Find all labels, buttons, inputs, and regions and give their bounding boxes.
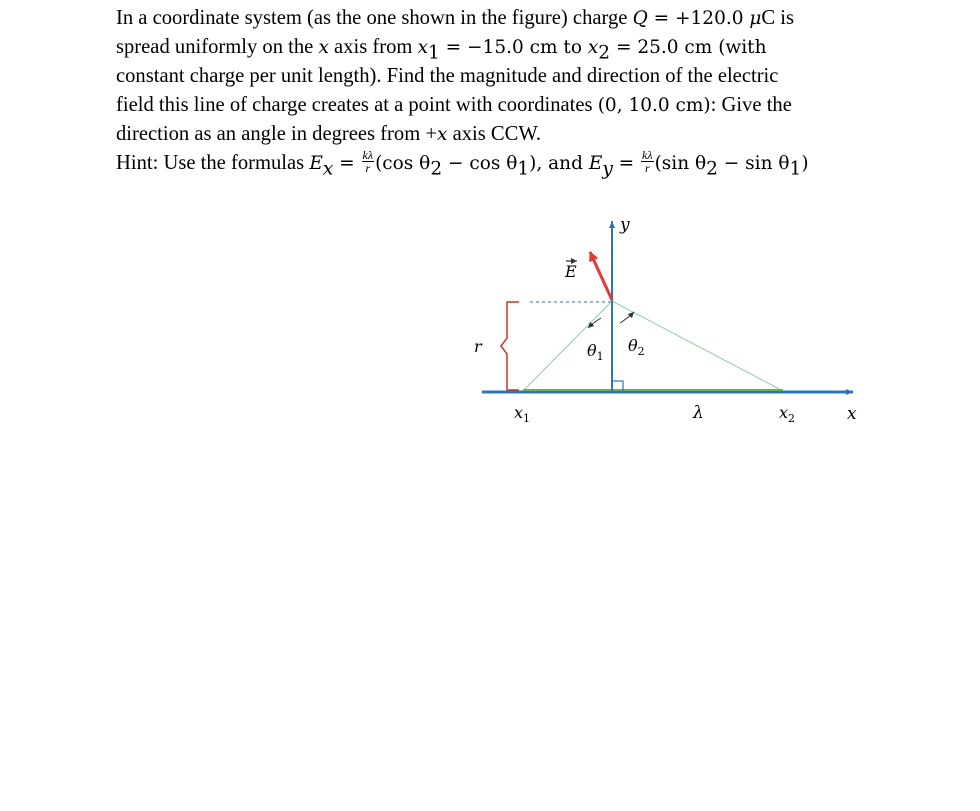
math-x1: x (417, 37, 428, 59)
math-x: x (436, 123, 448, 145)
math-sub: 2 (706, 158, 718, 180)
line-to-x1 (523, 301, 612, 391)
text-run: is (775, 7, 795, 29)
math-sub: 2 (598, 42, 611, 64)
math-sub: 2 (430, 158, 443, 180)
math-sub: 1 (517, 158, 530, 180)
math-sub: y (602, 158, 613, 180)
math-equals: = (333, 153, 361, 175)
text-run: spread uniformly on the (116, 36, 319, 59)
fraction-numerator: kλ (642, 147, 653, 162)
math-sub: 1 (428, 42, 440, 64)
math-text: ) (801, 153, 809, 175)
math-value: = −15.0 cm to (439, 37, 588, 59)
label-y: y (620, 215, 630, 235)
label-lambda: λ (693, 403, 704, 423)
label-theta1: $\theta_1$ (587, 341, 604, 363)
math-Q: Q (632, 8, 648, 29)
fraction-denominator: r (644, 160, 650, 175)
label-E: E (565, 262, 577, 281)
math-coords: (0, 10.0 cm) (597, 94, 711, 116)
math-value: = +120.0 (647, 8, 750, 29)
text-run: field this line of charge creates at a point with coordinates (116, 93, 598, 116)
theta2-arc (620, 312, 634, 323)
label-x: x (847, 404, 857, 424)
label-r: r (474, 337, 482, 356)
math-sub: x (322, 158, 334, 180)
fraction-numerator: kλ (362, 147, 374, 162)
math-x: x (318, 37, 329, 59)
label-theta2: $\theta_2$ (628, 336, 645, 358)
math-sin-term: (sin θ (654, 153, 707, 175)
text-run: In a coordinate system (as the one shown in the figure) charge (116, 7, 633, 29)
hint-label: Hint: Use the formulas (116, 152, 310, 175)
math-equals: = (612, 153, 641, 175)
math-text: ), and (529, 153, 589, 175)
text-run: : Give the (710, 93, 792, 116)
math-sin-term: − sin θ (717, 153, 790, 175)
math-Ey: E (588, 153, 603, 175)
math-value: = 25.0 cm (with (610, 37, 767, 59)
math-Ex: E (309, 153, 323, 175)
math-mu: μ (749, 8, 762, 29)
unit-coulomb: C (761, 7, 776, 29)
text-run: direction as an angle in degrees from + (116, 122, 437, 145)
r-brace (501, 302, 519, 390)
problem-line-3: constant charge per unit length). Find the magnitude and direction of the electric (116, 65, 779, 88)
fraction-denominator: r (365, 160, 371, 175)
label-x1: $x_1$ (514, 403, 531, 425)
label-x2: $x_2$ (779, 403, 796, 425)
math-cos-term: (cos θ (375, 153, 431, 175)
math-sub: 1 (789, 158, 802, 180)
text-run: axis from (328, 36, 418, 59)
electric-field-vector (590, 252, 612, 300)
text-run: axis CCW. (447, 122, 542, 145)
math-x2: x (587, 37, 599, 59)
math-cos-term: − cos θ (442, 153, 518, 175)
